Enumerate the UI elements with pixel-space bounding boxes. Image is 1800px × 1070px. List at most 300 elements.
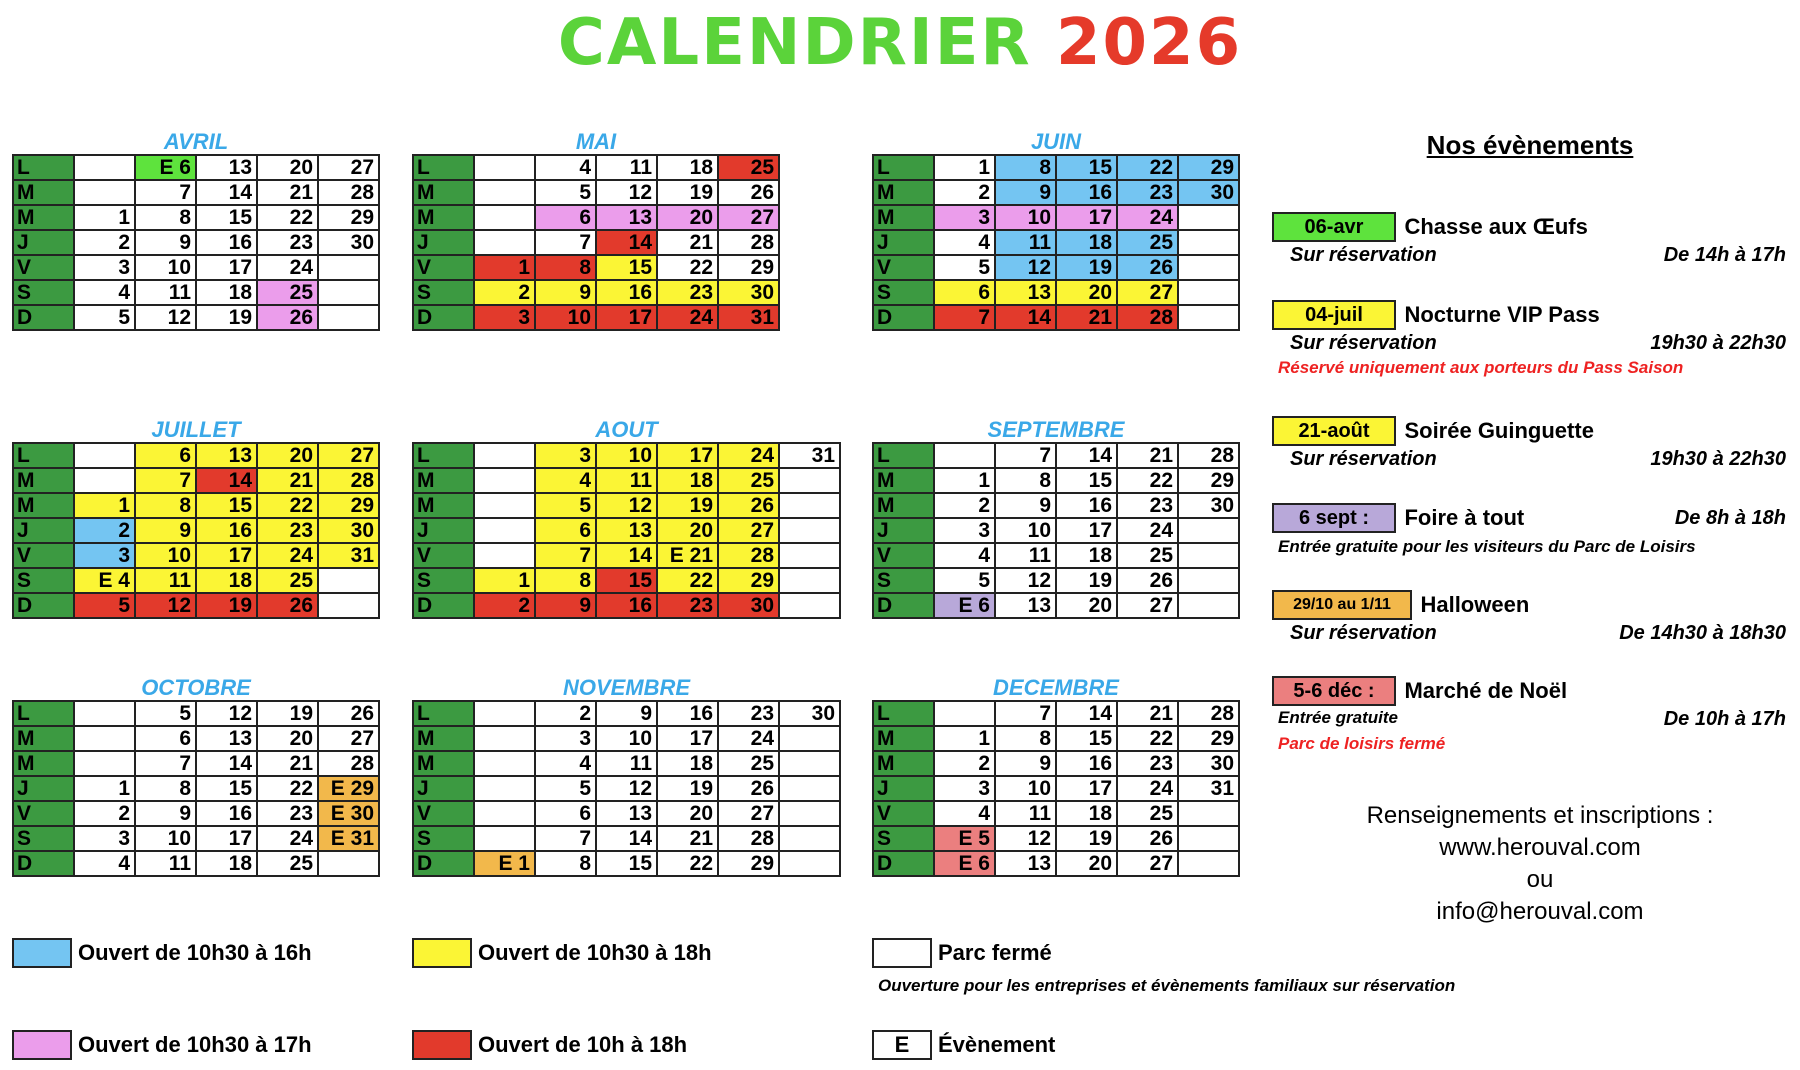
day-cell: 6 [135, 443, 196, 468]
day-cell: 15 [196, 205, 257, 230]
event-hours: De 8h à 18h [1674, 507, 1786, 529]
day-cell: 23 [1117, 180, 1178, 205]
day-letter: D [413, 305, 474, 330]
day-cell: 5 [934, 568, 995, 593]
event-booking: Sur réservation [1290, 448, 1437, 470]
day-cell: 8 [535, 255, 596, 280]
week-row [13, 801, 379, 826]
day-cell: 2 [934, 180, 995, 205]
day-cell: 19 [1056, 255, 1117, 280]
day-cell: 25 [257, 568, 318, 593]
day-cell: 24 [257, 826, 318, 851]
day-cell: 26 [1117, 255, 1178, 280]
day-cell: 30 [1178, 180, 1239, 205]
day-letter: D [873, 851, 934, 876]
day-cell: 5 [135, 701, 196, 726]
month-name: NOVEMBRE [562, 675, 691, 700]
event-foire [1272, 503, 1792, 557]
event-date-badge: 5-6 déc : [1272, 676, 1396, 706]
day-cell: 5 [74, 305, 135, 330]
day-cell: 20 [257, 443, 318, 468]
day-cell [779, 776, 840, 801]
day-cell: 18 [196, 851, 257, 876]
day-letter: D [873, 593, 934, 618]
day-cell: 7 [135, 468, 196, 493]
day-cell [318, 851, 379, 876]
month-table [872, 700, 1240, 877]
day-cell: 24 [1117, 776, 1178, 801]
day-cell: 1 [934, 468, 995, 493]
day-cell: 21 [657, 826, 718, 851]
day-cell: 13 [596, 801, 657, 826]
day-cell: 26 [257, 593, 318, 618]
day-cell: 27 [1117, 280, 1178, 305]
day-cell: 8 [135, 493, 196, 518]
day-letter: S [873, 568, 934, 593]
event-paques [1272, 212, 1792, 270]
day-cell: 9 [995, 493, 1056, 518]
day-cell: 11 [995, 543, 1056, 568]
day-cell: 20 [657, 801, 718, 826]
title-year: 2026 [1055, 6, 1243, 80]
day-letter: M [873, 468, 934, 493]
day-cell: 7 [535, 826, 596, 851]
day-cell [74, 155, 135, 180]
day-cell: 14 [995, 305, 1056, 330]
day-cell: 17 [657, 726, 718, 751]
legend-white [872, 938, 1052, 968]
day-cell: 28 [1178, 701, 1239, 726]
day-cell: 14 [596, 230, 657, 255]
day-cell: 18 [657, 751, 718, 776]
day-cell: 11 [995, 801, 1056, 826]
day-cell [474, 468, 535, 493]
day-cell: 8 [995, 468, 1056, 493]
legend-swatch [12, 1030, 72, 1060]
legend-label: Ouvert de 10h30 à 16h [78, 940, 312, 965]
day-cell: 28 [318, 751, 379, 776]
day-cell: 23 [1117, 751, 1178, 776]
legend-swatch [12, 938, 72, 968]
day-cell: 7 [135, 180, 196, 205]
week-row [873, 543, 1239, 568]
day-cell: 25 [1117, 543, 1178, 568]
day-cell: 13 [196, 155, 257, 180]
day-cell: 27 [318, 726, 379, 751]
day-cell: 19 [657, 180, 718, 205]
day-letter: M [873, 751, 934, 776]
day-letter: M [413, 205, 474, 230]
day-cell: 25 [718, 155, 779, 180]
day-cell: 6 [535, 205, 596, 230]
day-cell [474, 826, 535, 851]
day-cell: 20 [657, 205, 718, 230]
day-cell: 4 [535, 468, 596, 493]
day-cell: 21 [257, 751, 318, 776]
day-cell: 15 [196, 776, 257, 801]
legend-event-letter: E [872, 1030, 932, 1060]
month-table [12, 154, 380, 331]
day-cell: 17 [196, 543, 257, 568]
week-row [873, 701, 1239, 726]
day-cell [779, 468, 840, 493]
month-table [872, 442, 1240, 619]
event-note: Parc de loisirs fermé [1278, 734, 1446, 753]
contact-heading: Renseignements et inscriptions : [1366, 802, 1714, 829]
week-row [13, 776, 379, 801]
day-cell: 14 [596, 826, 657, 851]
day-cell: 26 [718, 776, 779, 801]
day-cell: 6 [934, 280, 995, 305]
day-letter: J [873, 776, 934, 801]
day-letter: J [413, 230, 474, 255]
day-cell: 26 [1117, 568, 1178, 593]
day-cell [1178, 518, 1239, 543]
day-cell: 16 [1056, 180, 1117, 205]
event-hours: De 10h à 17h [1663, 708, 1786, 730]
event-note: Réservé uniquement aux porteurs du Pass Saison [1278, 358, 1684, 377]
day-cell: 5 [535, 493, 596, 518]
day-cell: 1 [74, 493, 135, 518]
day-letter: M [873, 180, 934, 205]
day-cell: 27 [318, 155, 379, 180]
day-cell: 22 [257, 776, 318, 801]
day-cell: 22 [657, 568, 718, 593]
week-row [413, 155, 779, 180]
day-letter: L [413, 443, 474, 468]
day-cell: 1 [74, 205, 135, 230]
day-cell [779, 801, 840, 826]
day-cell: 21 [657, 230, 718, 255]
week-row [873, 568, 1239, 593]
day-cell: 29 [318, 493, 379, 518]
day-cell: 2 [474, 593, 535, 618]
day-cell: 25 [718, 468, 779, 493]
week-row [873, 851, 1239, 876]
legend-blue [12, 938, 312, 968]
day-letter: M [13, 726, 74, 751]
contact-block [1300, 800, 1780, 928]
day-cell [474, 205, 535, 230]
day-cell: 19 [1056, 568, 1117, 593]
day-cell: 11 [995, 230, 1056, 255]
event-hours: 19h30 à 22h30 [1650, 448, 1786, 470]
events-panel [1270, 130, 1790, 191]
day-cell: 9 [135, 518, 196, 543]
week-row [13, 468, 379, 493]
week-row [13, 726, 379, 751]
week-row [13, 701, 379, 726]
day-cell: 16 [196, 230, 257, 255]
day-cell: 25 [1117, 801, 1178, 826]
week-row [13, 155, 379, 180]
month-name: MAI [575, 129, 617, 154]
day-letter: D [413, 851, 474, 876]
day-cell: 16 [1056, 493, 1117, 518]
day-cell [1178, 255, 1239, 280]
week-row [413, 518, 840, 543]
day-letter: S [413, 568, 474, 593]
week-row [413, 493, 840, 518]
day-cell: E 6 [934, 851, 995, 876]
day-cell: 17 [657, 443, 718, 468]
day-letter: L [13, 155, 74, 180]
week-row [13, 851, 379, 876]
month-table [872, 154, 1240, 331]
day-cell: 18 [1056, 230, 1117, 255]
day-cell: 15 [1056, 726, 1117, 751]
day-cell: 28 [318, 468, 379, 493]
day-cell: 12 [995, 255, 1056, 280]
month-name: AVRIL [163, 129, 229, 154]
week-row [13, 543, 379, 568]
day-cell: 7 [135, 751, 196, 776]
day-cell: 19 [1056, 826, 1117, 851]
day-cell: 23 [657, 280, 718, 305]
month-mai [412, 130, 780, 331]
day-cell: 14 [196, 468, 257, 493]
day-cell: 26 [718, 180, 779, 205]
day-cell: 3 [74, 255, 135, 280]
contact-or: ou [1526, 866, 1554, 893]
day-cell: 16 [196, 518, 257, 543]
day-cell [779, 726, 840, 751]
day-letter: J [13, 518, 74, 543]
event-halloween [1272, 590, 1792, 648]
week-row [413, 568, 840, 593]
day-cell: 4 [934, 801, 995, 826]
day-cell: 2 [474, 280, 535, 305]
month-avril [12, 130, 380, 331]
day-cell: 11 [596, 751, 657, 776]
day-cell [318, 568, 379, 593]
day-letter: J [413, 518, 474, 543]
event-date-badge: 6 sept : [1272, 503, 1396, 533]
day-letter: M [13, 751, 74, 776]
day-cell: 1 [474, 568, 535, 593]
day-cell: 24 [718, 726, 779, 751]
day-cell: 25 [257, 280, 318, 305]
day-cell: 8 [995, 726, 1056, 751]
day-cell [1178, 280, 1239, 305]
day-cell: 10 [995, 776, 1056, 801]
day-cell: 20 [1056, 851, 1117, 876]
day-cell: 21 [1117, 443, 1178, 468]
day-cell: 3 [934, 205, 995, 230]
month-table [412, 700, 841, 877]
day-cell: 17 [196, 255, 257, 280]
day-cell: 10 [995, 518, 1056, 543]
day-cell: 13 [995, 851, 1056, 876]
day-letter: S [873, 280, 934, 305]
website-link[interactable]: www.herouval.com [1439, 834, 1641, 861]
day-cell: 15 [1056, 468, 1117, 493]
day-cell: 23 [257, 801, 318, 826]
day-cell [1178, 230, 1239, 255]
week-row [873, 493, 1239, 518]
day-cell: 27 [718, 205, 779, 230]
week-row [13, 205, 379, 230]
day-cell: 8 [535, 568, 596, 593]
day-cell: 15 [1056, 155, 1117, 180]
day-cell: 24 [1117, 518, 1178, 543]
day-cell: 17 [596, 305, 657, 330]
day-cell: 14 [596, 543, 657, 568]
day-cell: 31 [718, 305, 779, 330]
day-letter: M [413, 468, 474, 493]
day-letter: J [13, 776, 74, 801]
day-cell: 31 [318, 543, 379, 568]
week-row [413, 751, 840, 776]
week-row [13, 443, 379, 468]
week-row [413, 468, 840, 493]
day-cell: E 5 [934, 826, 995, 851]
day-cell: 17 [196, 826, 257, 851]
week-row [13, 305, 379, 330]
day-cell: 15 [596, 568, 657, 593]
day-cell: 27 [718, 518, 779, 543]
day-cell: 5 [535, 776, 596, 801]
week-row [413, 230, 779, 255]
day-cell: 22 [657, 851, 718, 876]
day-letter: M [413, 180, 474, 205]
day-letter: S [873, 826, 934, 851]
legend-swatch [412, 938, 472, 968]
day-cell: 29 [1178, 155, 1239, 180]
week-row [413, 280, 779, 305]
day-cell: 23 [257, 230, 318, 255]
day-cell: 31 [779, 443, 840, 468]
day-cell: 19 [196, 593, 257, 618]
day-cell [779, 751, 840, 776]
month-juin [872, 130, 1240, 331]
event-date-badge: 04-juil [1272, 300, 1396, 330]
day-cell: 12 [995, 568, 1056, 593]
day-letter: L [413, 701, 474, 726]
day-cell: 1 [934, 155, 995, 180]
month-name: OCTOBRE [141, 675, 251, 700]
day-cell: 14 [1056, 701, 1117, 726]
week-row [13, 518, 379, 543]
month-aout [412, 418, 841, 619]
week-row [13, 568, 379, 593]
day-cell [1178, 801, 1239, 826]
day-cell [474, 443, 535, 468]
day-cell: 19 [257, 701, 318, 726]
day-letter: M [413, 726, 474, 751]
month-table [412, 442, 841, 619]
day-cell: 30 [1178, 751, 1239, 776]
day-letter: S [413, 826, 474, 851]
day-letter: L [873, 443, 934, 468]
day-cell: 20 [257, 726, 318, 751]
day-cell: 5 [934, 255, 995, 280]
event-hours: De 14h à 17h [1663, 244, 1786, 266]
week-row [413, 443, 840, 468]
day-letter: D [873, 305, 934, 330]
day-cell: 31 [1178, 776, 1239, 801]
day-letter: M [13, 493, 74, 518]
day-cell: 18 [1056, 543, 1117, 568]
week-row [413, 726, 840, 751]
week-row [873, 826, 1239, 851]
day-letter: V [413, 255, 474, 280]
day-cell: 4 [934, 230, 995, 255]
day-cell [474, 230, 535, 255]
day-cell: 30 [1178, 493, 1239, 518]
event-entry: Entrée gratuite [1278, 708, 1398, 727]
day-cell: 13 [196, 443, 257, 468]
day-cell [474, 543, 535, 568]
day-cell: 27 [1117, 593, 1178, 618]
event-name: Chasse aux Œufs [1404, 214, 1588, 239]
day-letter: V [873, 255, 934, 280]
day-letter: M [413, 751, 474, 776]
day-cell: 28 [718, 543, 779, 568]
day-cell: 28 [1117, 305, 1178, 330]
day-cell: 19 [657, 493, 718, 518]
day-cell: 5 [535, 180, 596, 205]
day-letter: M [13, 205, 74, 230]
day-cell: 13 [995, 280, 1056, 305]
day-cell [318, 280, 379, 305]
legend-event [872, 1030, 1055, 1060]
day-cell: 30 [718, 593, 779, 618]
event-guinguette [1272, 416, 1792, 474]
day-letter: L [13, 443, 74, 468]
day-cell: 4 [535, 751, 596, 776]
day-cell: 12 [135, 305, 196, 330]
day-cell: 21 [1117, 701, 1178, 726]
week-row [13, 280, 379, 305]
day-letter: J [13, 230, 74, 255]
day-cell: 9 [995, 751, 1056, 776]
legend-label: Ouvert de 10h à 18h [478, 1032, 688, 1057]
day-letter: V [413, 543, 474, 568]
day-cell [74, 726, 135, 751]
day-letter: M [873, 205, 934, 230]
day-cell: 18 [657, 155, 718, 180]
day-cell: 18 [1056, 801, 1117, 826]
email-link[interactable]: info@herouval.com [1436, 898, 1644, 925]
day-cell: 10 [995, 205, 1056, 230]
day-cell: 9 [535, 280, 596, 305]
day-cell [934, 443, 995, 468]
day-cell: 29 [1178, 468, 1239, 493]
day-letter: D [13, 593, 74, 618]
day-cell [474, 701, 535, 726]
day-cell: 11 [596, 468, 657, 493]
day-cell [74, 701, 135, 726]
day-cell: 29 [318, 205, 379, 230]
day-cell: 7 [934, 305, 995, 330]
day-cell: 16 [196, 801, 257, 826]
day-cell: 24 [718, 443, 779, 468]
day-cell: E 4 [74, 568, 135, 593]
week-row [873, 593, 1239, 618]
day-cell [318, 255, 379, 280]
day-cell: 9 [535, 593, 596, 618]
day-cell [474, 493, 535, 518]
day-cell: 29 [718, 851, 779, 876]
day-cell: 24 [257, 255, 318, 280]
day-cell: 2 [74, 801, 135, 826]
event-date-badge: 06-avr [1272, 212, 1396, 242]
day-cell [74, 443, 135, 468]
legend-swatch [412, 1030, 472, 1060]
day-cell [1178, 826, 1239, 851]
day-letter: V [13, 543, 74, 568]
